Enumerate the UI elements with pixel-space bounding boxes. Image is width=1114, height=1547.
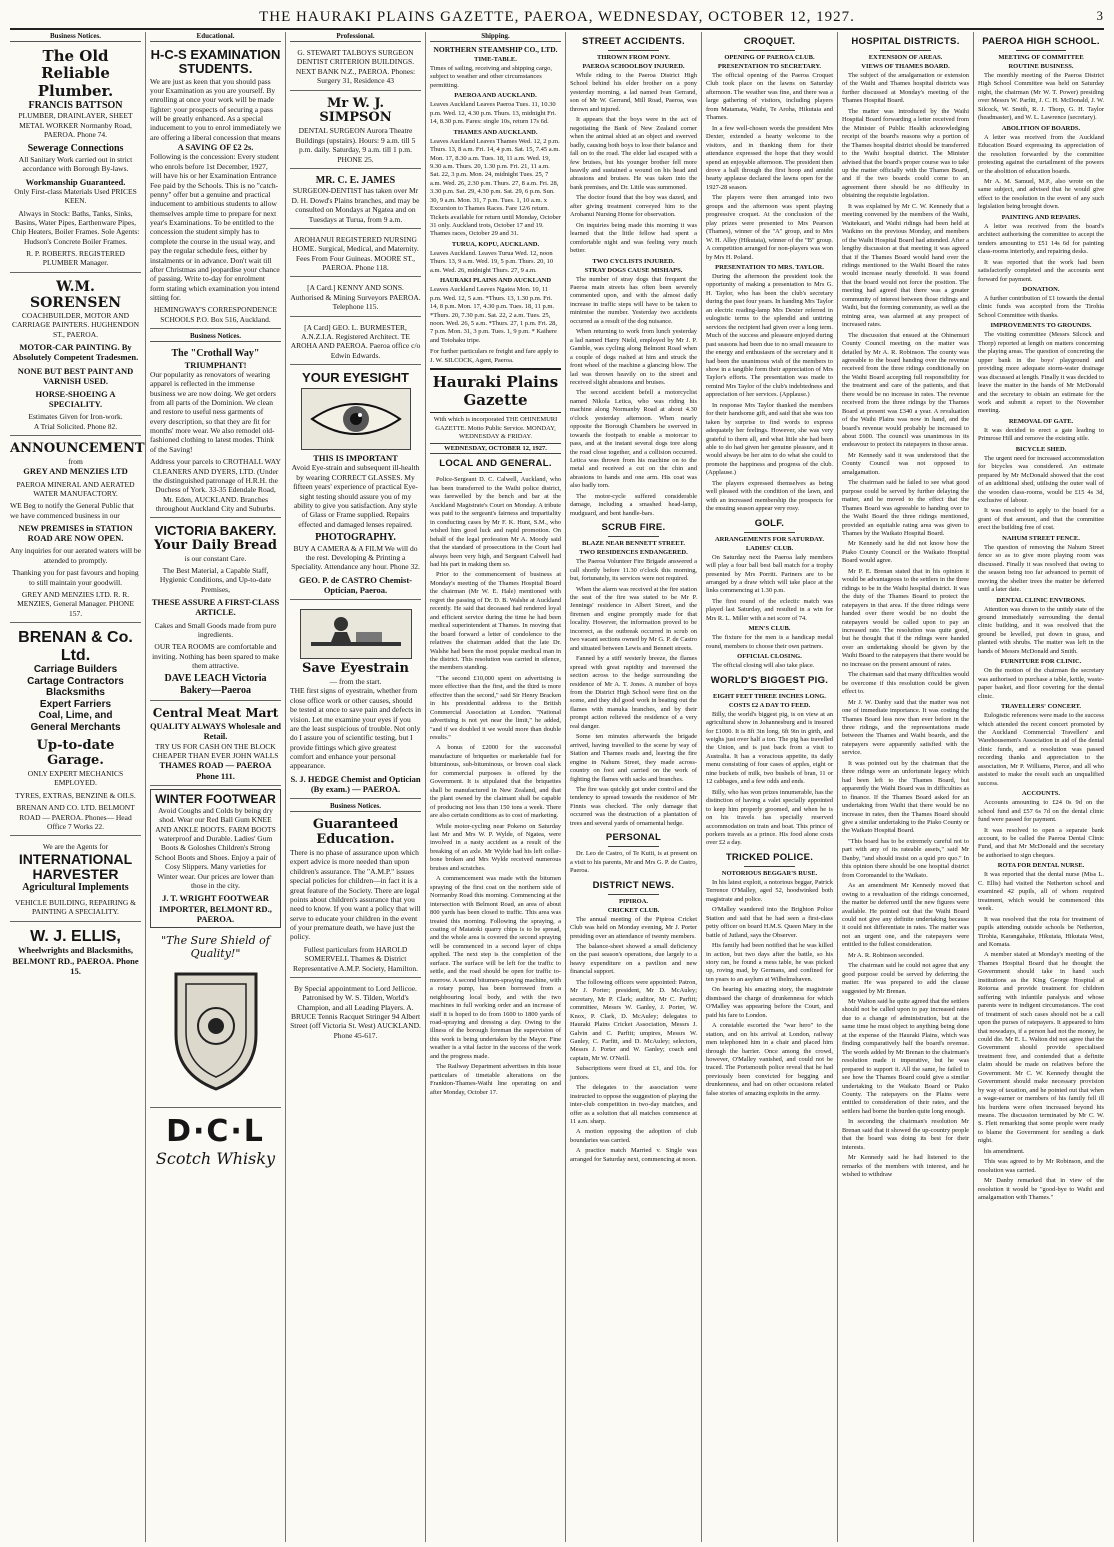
arrangements: ARRANGEMENTS FOR SATURDAY. <box>714 535 824 543</box>
paragraph: Attention was drawn to the untidy state of the ground immediately surrounding the dental clinic building, and it was resolved that the ground be levelled, put down in grass, and planted with shrubs. The matter was left in the hands of Messrs McDonald and Smith. <box>978 605 1104 655</box>
eyesight-important: THIS IS IMPORTANT <box>313 453 398 464</box>
paragraph: A practice match Married v. Single was arranged for Saturday next, commencing at noon. <box>570 1147 697 1163</box>
eyesight-ad <box>290 368 421 600</box>
talboys-card: G. STEWART TALBOYS SURGEON DENTIST CRITERION BUILDINGS. NEXT BANK N.Z., PAEROA. Phones: Surgery 31, Residence 43 <box>290 45 421 91</box>
thames-auckland: THAMES AND AUCKLAND. <box>453 128 538 136</box>
rule <box>744 532 795 533</box>
hcs-ad <box>150 45 281 329</box>
subhead: NAHUM STREET FENCE. <box>1002 534 1080 542</box>
costs-feed: COSTS £2 A DAY TO FEED. <box>728 701 811 709</box>
subhead: FURNITURE FOR CLINIC. <box>1000 658 1082 666</box>
paragraph: A commencement was made with the bitumen spraying of the first coat on the northern side of Normanby Road this morning. Commencing at the intersection with Belmont Road, an area of about 800 yards has been closed to traffic. This area was treated this morning. Following the spraying, a coating of Matatoki quarry chips is to be spread, and the whole area is covered the second spraying will be commenced in a second layer of chips applied. The next step is the completion of the surface. The surface will be left for the traffic to settle, and the road should be open for traffic to-morrow. A second bitumen-spraying machine, with a rotary pump, has been borrowed from a neighbouring local body, and with the two machines in full working order and an increase of staff it is hoped to do from 1600 to 1800 yards of road-spraying and dressing a day. Owing to the illness of the borough foreman the supervision of this work is being undertaken by the Mayor. Fine weather is a vital factor in the success of the work and the progress made. <box>430 875 561 1060</box>
rule <box>608 536 659 537</box>
scrub-fire-head: SCRUB FIRE. <box>601 522 666 534</box>
subhead: PAINTING AND REPAIRS. <box>1001 213 1081 221</box>
residences-endangered: TWO RESIDENCES ENDANGERED. <box>579 549 688 557</box>
column-8-news <box>974 32 1108 1542</box>
eight-feet: EIGHT FEET THREE INCHES LONG. <box>713 692 826 700</box>
paragraph: The chairman said he failed to see what good purpose could be served by further delaying the matter, and he moved to the effect that the Thames Board was agreeable to handing over to the Waihi Board the three ridings mentioned, provided an equitable rating area was given to Thames by the Waikato Hospital Board. <box>842 479 969 538</box>
nsc-title: NORTHERN STEAMSHIP CO., LTD. <box>433 45 558 54</box>
masthead <box>10 6 1104 30</box>
paragraph: A letter was received from the Auckland Education Board expressing its appreciation of the resolution forwarded by the committee protesting against the curtailment of the powers or the abolition of education boards. <box>978 133 1104 175</box>
paragraph: The Railway Department advertises in this issue particulars of timetable alterations on the Frankton-Thames-Waihi line operating on and after Monday, October 17. <box>430 1063 561 1096</box>
sorensen-line: COACHBUILDER, MOTOR AND CARRIAGE PAINTERS. HUGHENDON ST., PAEROA. <box>11 311 140 339</box>
paragraph: his amendment. <box>984 1147 1025 1155</box>
extension-areas: EXTENSION OF AREAS. <box>868 54 943 61</box>
meat-addr: THAMES ROAD — PAEROA Phone 111. <box>159 760 272 781</box>
further-particulars: For further particulars re freight and fare apply to J. W. SILCOCK, Agent, Paeroa. <box>430 348 559 364</box>
street-accidents-head: STREET ACCIDENTS. <box>582 36 685 47</box>
paragraph: Mr A. R. Robinson seconded. <box>848 951 924 959</box>
paragraph: The official opening of the Paeroa Croquet Club took place on the lawns on Saturday afternoon. The weather was fine, and there was a large gathering of visitors, including players from Matamata, Waihi, Te Aroha, Hikutaia and Thames. <box>706 72 833 122</box>
paragraph: Mr Kennedy said he had listened to the remarks of the members with interest, and he wished to withdraw <box>842 1154 969 1179</box>
subhead: ACCOUNTS. <box>1021 790 1061 798</box>
paragraph: The doctor found that the boy was dazed, and after giving treatment conveyed him to the Arohanui Nursing Home for observation. <box>570 194 697 219</box>
paragraph: The balance-sheet showed a small deficiency on the past season's operations, due largely to a heavy expenditure on a pavilion and new financial support. <box>570 942 697 976</box>
signature: GREY AND MENZIES LTD. R. R. MENZIES, General Manager. PHONE 157. <box>17 589 134 618</box>
sorensen-title: W.M. SORENSEN <box>30 278 121 311</box>
paragraph: Mr J. W. Danby said that the matter was not one of immediate importance. It was costing the Thames Board less now than ever before in the three ridings, and the representations made between the Thames and Waihi boards, and the ratepayers were apparently satisfied with the service. <box>842 698 969 757</box>
column-3-professional <box>286 32 426 1542</box>
paragraph: His family had been notified that he was killed in action, but two days after the battle, so his story ran, he found a mess table, he was picked up, roving mad, by Germans, and confined for ten years to an asylum at Wilhelmshaven. <box>706 942 833 983</box>
stray-dogs: STRAY DOGS CAUSE MISHAPS. <box>584 266 683 274</box>
paragraph: Dr. Leo de Castro, of Te Kuiti, is at present on a visit to his parents, Mr and Mrs G. P. de Castro, Paeroa. <box>570 850 697 875</box>
golf-head: GOLF. <box>754 517 785 529</box>
james-card <box>290 172 421 229</box>
paragraph: Prior to the commencement of business at Monday's meeting of the Thames Hospital Board the chairman (Mr W. E. Hale) mentioned with regret the passing of Dr. D. B. Walshe at Auckland recently. He said that deceased had rendered loyal and efficient service during the time he had been medical superintendent at Thames. In moving that the board forward a letter of condolence to the relatives the chairman added that the late Dr. Walshe had been the most popular medical man in the district. This resolution was carried in silence, the members standing. <box>430 571 561 672</box>
brenan-title: BRENAN & Co. Ltd. <box>18 629 133 664</box>
issue-date: WEDNESDAY, OCTOBER 12, 1927. <box>430 443 561 454</box>
paragraph: Accounts amounting to £24 0s 9d on the school fund and £57 6s 7d on the dental clinic fund were passed for payment. <box>978 799 1104 824</box>
harvester-pre: We are the Agents for <box>42 842 109 852</box>
horse-shoeing: HORSE-SHOEING A SPECIALITY. <box>35 388 116 410</box>
rule <box>744 50 795 51</box>
dcl-title: D·C·L <box>166 1113 265 1149</box>
paragraph: Mr P. E. Brenan stated that in his opinion it would be advantageous to the settlers in the three ridings to be in the Waihi hospital district. It was the duty of the Thames Board to protect the ratepayers in that area. If the three ridings were handed over there would be no doubt the ratepayers would be called upon to pay an increased rate. The resolution was quite good, but he thought that if the ridings were handed over an undertaking should be given by the Waihi Board to the ratepayers that there would be no increase on the present amount of rates. <box>842 567 969 668</box>
paragraph: Mr A. M. Samuel, M.P., also wrote on the same subject, and advised that he would give effect to the resolution in the event of any such legislation being brought down. <box>978 177 1104 211</box>
materials: Only First-class Materials Used PRICES KEEN. <box>14 186 137 206</box>
meat-try: TRY US FOR CASH ON THE BLOCK CHEAPER THAN EVER JOHN WALLS <box>152 741 279 760</box>
opening-club: OPENING OF PAEROA CLUB. <box>724 54 815 61</box>
crothall-title: The "Crothall Way" <box>171 348 260 360</box>
shield-icon <box>166 964 266 1094</box>
section-header-2: Business Notices. <box>150 332 281 342</box>
paragraph: Fanned by a stiff westerly breeze, the flames spread with great rapidity and traversed the section across to the hedge surrounding the residence of Mr A. T. Jones. A number of boys from the District High School were first on the scene, and they did good work in beating out the flames with manuka branches, and by their prompt action relieved the residence of a very real danger. <box>570 655 697 730</box>
high-school-head: PAEROA HIGH SCHOOL. <box>982 36 1100 47</box>
paragraph: While riding to the Paeroa District High School behind his elder brother on a pony yesterday morning, a lad named Ivan Gerrand, son of Mr W. Gerrand, Mill Road, Paeroa, was thrown and injured. <box>570 72 697 113</box>
motorcar-painting: MOTOR-CAR PAINTING. By Absolutely Competent Tradesmen. <box>12 342 139 363</box>
constant-care: is our constant Care. <box>184 553 247 563</box>
plumber-lines: PLUMBER, DRAINLAYER, SHEET METAL WORKER Normanby Road, PAEROA. Phone 74. <box>18 111 133 139</box>
meat-title: Central Meat Mart <box>152 706 279 721</box>
hedge-sign: S. J. HEDGE Chemist and Optician (By exam.) — PAEROA. <box>290 773 421 794</box>
official-closing: OFFICIAL CLOSING. <box>737 653 802 661</box>
column-2-ads <box>146 32 286 1542</box>
sewerage-line: All Sanitary Work carried out in strict accordance with Borough By-laws. <box>18 154 133 174</box>
tricked-police-head: TRICKED POLICE. <box>725 851 814 863</box>
save-body: THE first signs of eyestrain, whether from close office work or other causes, should be tested at once to save pain and defects in vision. Let me examine your eyes if you are the least suspicious of trouble. Not only do I assure you of scientific testing, but I provide fittings which give greatest comfort and enhance your personal appearance. <box>290 686 421 771</box>
paragraph: A motion opposing the adoption of club boundaries was carried. <box>570 1128 697 1144</box>
grey-menzies: GREY AND MENZIES LTD <box>23 466 128 477</box>
bruce-ad: By Special appointment to Lord Jellicoe. Patronised by W. S. Tilden, World's Champion, and all Leading Players. A. BRUCE Tennis Racquet Stringer 94 Albert Street (off Victoria St. West) AUCKLAND. Phone 45-617. <box>290 983 421 1040</box>
garage-mech: ONLY EXPERT MECHANICS EMPLOYED. <box>27 769 124 788</box>
section-header: Business Notices. <box>10 32 141 42</box>
subhead: DONATION. <box>1022 285 1060 293</box>
section-header: Professional. <box>290 32 421 42</box>
save-eyestrain-title: Save Eyestrain <box>302 661 409 677</box>
crothall-addr: Address your parcels to CROTHALL WAY CLEANERS AND DYERS, LTD. (Under the distinguished patronage of H.R.H. the Duchess of York. 33-35 Edendale Road, Mt. Eden, AUCKLAND. Branches throughout Auckland City and Suburbs. <box>150 457 281 514</box>
amp-title: Guaranteed Education. <box>312 817 399 848</box>
paragraph: Billy, who has won prizes innumerable, has the distinction of having a valet specially appointed to keep him properly groomed, and when he is on his travels has specially reserved accommodation on train and boat. This prince of porkers travels as a prince. His food alone costs over £2 a day. <box>706 788 833 847</box>
paragraph: This was agreed to by Mr Robinson, and the resolution was carried. <box>978 1158 1104 1174</box>
paragraph: The chairman said that many difficulties would be overcome if this resolution could be given effect to. <box>842 671 969 696</box>
column-4-shipping <box>426 32 566 1542</box>
paragraph: The question of removing the Nahum Street fence so as to give more playing room was discussed. Finally it was resolved that owing to the season being too far advanced to permit of moving the shelter trees the matter be deferred until a later date. <box>978 543 1104 594</box>
dcl-sub: Scotch Whisky <box>155 1148 276 1168</box>
pipiroa: PIPIROA. <box>618 897 649 905</box>
presentation-secretary: PRESENTATION TO SECRETARY. <box>717 63 822 70</box>
rule <box>744 866 795 867</box>
amp-full: Fullest particulars from HAROLD SOMERVELL Thames & District Representative A.M.P. Society, Hamilton. <box>293 944 418 973</box>
paragraph: The players expressed themselves as being well pleased with the condition of the lawn, and with an increased membership the prospects for the ensuing season appear very rosy. <box>706 479 833 513</box>
subhead: TRAVELLERS' CONCERT. <box>1000 703 1082 711</box>
hcs-sign: HEMINGWAY'S CORRESPONDENCE SCHOOLS P.O. Box 516, Auckland. <box>154 305 277 324</box>
paragraph: Mr Kennedy said he did not know how the Piako County Council or the Waikato Hospital Board would agree. <box>842 540 969 565</box>
inquiries: Any inquiries for our aerated waters will be attended to promptly. <box>10 546 141 565</box>
rule <box>744 689 795 690</box>
burmester-card: [A Card] GEO. L. BURMESTER, A.N.Z.I.A. Registered Architect. TE AROHA AND PAEROA. Paeroa office c/o Edwin Edwards. <box>290 320 421 366</box>
paragraph: A bonus of £2000 for the successful manufacture of briquettes or marketable fuel for bituminous, sub-bituminous, or brown coal slack for commercial purposes is offered by the Government. It is stipulated that the briquettes shall be manufactured in New Zealand, and that the plant owned by the claimant shall be capable of producing not less than 150 tons a week. There are also certain conditions as to cost of marketing. <box>430 744 561 820</box>
turua-kopu-body: Leaves Auckland. Leaves Turua Wed. 12, noon Thurs. 13, 9 a.m. Wed. 19, 5 p.m. Thurs. 20, 10 a.m. Wed. 26, midnight Thurs. 27, 9 a.m. <box>430 249 554 274</box>
paragraph: The fire was quickly got under control and the tendency to spread towards the residence of Mr Finnis was checked. The only damage that occurred was the destruction of a plantation of trees and several yards of ornamental hedge. <box>570 785 697 827</box>
ellis-lines: Wheelwrights and Blacksmiths, BELMONT RD., PAEROA. Phone 15. <box>12 945 139 976</box>
james-body: SURGEON-DENTIST has taken over Mr D. H. Dowd's Plains branches, and may be consulted on Mondays at Ngatea and on Tuesdays at Turua, from 9 a.m. <box>291 186 420 224</box>
eye-icon <box>308 395 404 443</box>
paragraph: It was reported that the dental nurse (Miss L. C. Ellis) had visited the Netherton school and examined 42 pupils, all of whom required treatment, which would be commenced this week. <box>978 871 1104 913</box>
paeroa-auckland-body: Leaves Auckland Leaves Paeroa Tues. 11, 10.30 p.m. Wed. 12, 4.30 p.m. Thurs. 13, midnight Fri. 14, 8.30 p.m. Fares: single 10s, return 17s 6d. <box>430 101 557 126</box>
brenan-line-0: Carriage Builders <box>33 664 118 676</box>
daily-bread: Your Daily Bread <box>154 537 277 553</box>
page-number: 3 <box>1096 8 1104 23</box>
district-news-head: DISTRICT NEWS. <box>592 879 675 891</box>
footwear-title: WINTER FOOTWEAR <box>155 791 276 806</box>
cricket-club: CRICKET CLUB. <box>607 906 660 914</box>
paragraph: A member stated at Monday's meeting of the Thames Hospital Board that he thought the Government should take in hand such institutions as the King George Hospital at Rotorua and provide treatment for children suffering with infantile paralysis and whose parents were in indigent circumstances. The cost of treatment of such cases should not be a call upon the purses of ratepayers. It appeared to him that nowadays, if a person had not the money, he could die. Mr E. L. Walton did not agree that the Government should provide specialised treatment free, and contended that a definite claim should be made on relatives before the Government. Mr C. W. Kennedy thought the Government should make necessary provision by way of taxation, and he pointed out that when a wage-earner or members of his family fell ill his burdens were often increased beyond his means. The discussion terminated by Mr C. W. S. Flett remarking that some people were ready to blame the Government for sending a dark night. <box>978 951 1104 1145</box>
paragraph: The second accident befell a motorcyclist named Nikola Letica, who was riding his machine along Normanby Road at about 4.30 o'clock yesterday afternoon. When nearly opposite the Borough Chambers he swerved in towards the footpath to enable a motorcar to pass, and at the instant several dogs tore along the road close together, and a collision occurred. Letica was thrown from his machine on to the metal and received a cut on the chin and abrasions to hands and one arm. His coat was also badly torn. <box>570 389 697 490</box>
paragraph: On the motion of the chairman the secretary was authorised to purchase a table, kettle, waste-paper basket, and floor covering for the dental clinic. <box>978 667 1104 700</box>
paragraph: Eulogistic references were made to the success which attended the recent concert promoted by the Auckland Commercial Travellers' and Warehousemen's Association in aid of the dental clinic funds, and a resolution was passed recording thanks and appreciation to the association, Mr P. Williams, Pierce, and all who assisted to make the result such an unqualified success. <box>978 712 1104 787</box>
paragraph: In response Mrs Taylor thanked the members for their handsome gift, and said that she was too taken by surprise to find words to express adequately her feelings. However, she was very grateful to them all, and what little she had been able to do had given her genuine pleasure, and it would always be her aim to do what she could to promote the happiness and progress of the club. (Applause.) <box>706 401 833 477</box>
hcs-title: H-C-S EXAMINATION STUDENTS. <box>150 47 281 77</box>
column-5-news <box>566 32 702 1542</box>
paragraph: In seconding the chairman's resolution Mr Brenan said that it showed the up-country people that the board was doing its best for their interests. <box>842 1118 969 1151</box>
meeting-committee: MEETING OF COMMITTEE <box>998 54 1084 61</box>
victoria-ad <box>150 521 281 701</box>
footwear-ad <box>150 789 281 928</box>
brenan-ad <box>10 626 141 836</box>
meat-quality: QUALITY ALWAYS Wholesale and Retail. <box>150 721 281 742</box>
notice: WE Beg to notify the General Public that we have commenced business in our <box>10 501 134 520</box>
subhead: ABOLITION OF BOARDS. <box>1001 124 1081 132</box>
paragraph: The monthly meeting of the Paeroa District High School Committee was held on Saturday night, the chairman (Mr W. T. Power) presiding over Messrs W. Parfitt, J. C. H. McDonald, J. W. Silcock, W. Smith, R. J. Thorp, G. H. Taylor (headmaster), and W. L. Lawrence (secretary). <box>978 72 1104 122</box>
thames-auckland-body: Leaves Auckland Leaves Thames Wed. 12, 2 p.m. Thurs. 13, 8 a.m. Fri. 14, 4 p.m. Sat. 15, 7.45 a.m. Mon. 17, 8.30 a.m. Tues. 18, 11 a.m. Wed. 19, 9.30 a.m. Thurs. 20, 1.30 p.m. Fri. 21, 11 a.m. Sat. 22, 3 p.m. Mon. 24, midnight Tues. 25, 7 a.m. Wed. 26, 2.30 p.m. Thurs. 27, 8 a.m. Fri. 28, 3.30 p.m. Sat. 29, 4.30 p.m. Sat. 29, 6 p.m. Sun. 30, 9 a.m. Mon. 31, 7 p.m. Tues. 1, 10 a.m. x Excursion to Thames Races. Fare 12/6 return. Tickets available for return until Monday, October 31 only. Auckland trots, October 17 and 19. Thames races, October 29 and 31. <box>430 137 561 238</box>
two-cyclists: TWO CYCLISTS INJURED. <box>592 257 675 265</box>
paeroa-auckland: PAEROA AND AUCKLAND. <box>454 92 537 100</box>
sorensen-ad <box>10 276 141 436</box>
views-thames: VIEWS OF THAMES BOARD. <box>861 63 950 70</box>
paragraph: It was resolved to apply to the board for a grant of that amount, and that the committee erect the building free of cost. <box>978 507 1104 532</box>
columns <box>6 32 1108 1542</box>
paragraph: The visiting committee (Messrs Silcock and Thorp) reported at length on matters concerning the playing areas. The question of concreting the upper bank in the boys' playground and providing more adequate storm-water drainage was discussed at length. Finally it was decided to leave the matter in the hands of Mr McDonald and the secretary to obtain an estimate for the work and submit a report to the November meeting. <box>978 331 1104 415</box>
trial: A Trial Solicited. Phone 82. <box>33 421 118 431</box>
subhead: DENTAL CLINIC ENVIRONS. <box>996 596 1086 604</box>
james-title: MR. C. E. JAMES <box>315 174 396 186</box>
garage-addr: BRENAN AND CO. LTD. BELMONT ROAD — PAEROA. Phones— Head Office 7 Works 22. <box>16 803 135 831</box>
ladies-club: LADIES' CLUB. <box>745 544 794 552</box>
paragraph: The following officers were appointed: Patron, Mr J. Porter; president, Mr D. McAuley; secretary, Mr P. Clark; auditor, Mr C. Parfitt; committee, Messrs W. Ganley, J. Porter, W. Knox, P. Clark, D. McAuley; delegates to Hauraki Plains Cricket Association, Messrs J. Galvin and C. Parfitt; umpires, Messrs W. Ganley, C. Parfitt, and D. McAuley; selectors, Messrs J. Porter and W. Ganley; coach and captain, Mr W. O'Neill. <box>570 978 697 1062</box>
reading-figure-icon <box>301 610 411 658</box>
paragraph: The Paeroa Volunteer Fire Brigade answered a call shortly before 11.30 o'clock this morning, but, fortunately, its services were not required. <box>570 558 697 583</box>
save-from: — from the start. <box>329 677 382 687</box>
shield-text: "The Sure Shield of Quality!" <box>161 933 270 960</box>
paragraph: It was pointed out by the chairman that the three ridings were an unfortunate legacy which had been left to the Thames Board, but apparently the Waihi Board was in difficulties as to finance. If the Thames Board asked for an undertaking from Waihi that there would be no increase in rates, then the Thames Board should give a similar undertaking to the Piako County or the Waikato Hospital Board. <box>842 759 969 835</box>
section-header: Educational. <box>150 32 281 42</box>
beggars-ruse: NOTORIOUS BEGGAR'S RUSE. <box>721 869 818 877</box>
manufactory: PAEROA MINERAL AND AERATED WATER MANUFACTORY. <box>16 479 135 498</box>
arohanui-card: AROHANUI REGISTERED NURSING HOME. Surgical, Medical, and Maternity. Fees From Four Guineas. MOORE ST., PAEROA. Phone 118. <box>290 232 421 278</box>
paragraph: The players were then arranged into two groups and the afternoon was spent playing progressive croquet. At the conclusion of the play prizes were presented to Mrs Pearson (Thames), winner of the "A" group, and to Mrs W. H. Alley (Hikutaia), winner of the "B" group. A competition arranged for non-players was won by Mrs H. Poland. <box>706 194 833 261</box>
paragraph: It was decided to erect a gate leading to Primrose Hill and remove the existing stile. <box>978 426 1104 443</box>
garage-title: Up-to-date Garage. <box>36 738 115 769</box>
masthead-title: THE HAURAKI PLAINS GAZETTE, PAEROA, WEDNESDAY, OCTOBER 12, 1927. <box>259 8 855 25</box>
section-header-2: Business Notices. <box>290 802 421 812</box>
mens-club: MEN'S CLUB. <box>748 625 791 633</box>
rule <box>469 472 521 473</box>
paragraph: The matter was introduced by the Waihi Hospital Board forwarding a letter received from the Minister of Public Health acknowledging receipt of the board's reasons why a portion of the Thames hospital district should be transferred to the Waihi hospital district. The Minister advised that the board's proper course was to take up the matter officially with the Thames Board, and if the two boards could come to an agreement there should be no difficulty in obtaining the requisite legislation. <box>842 107 969 200</box>
subhead: BICYCLE SHED. <box>1015 445 1067 453</box>
sewerage-title: Sewerage Connections <box>27 143 124 155</box>
hauraki-plains-body: Leaves Auckland Leaves Ngatea Mon. 10, 11 p.m. Wed. 12, 5 a.m. *Thurs. 13, 1.30 p.m. Fri. 14, 8 p.m. Mon. 17, 4.30 p.m. Tues. 18, 11 p.m. *Thurs. 20, 7.30 p.m. Sat. 22, 2 a.m. Tues. 25, noon. Wed. 26, 5 a.m. *Thurs. 27, 1 p.m. Fri. 28, 7 p.m. Mon. 31, 3 p.m. Tues. 1, 9 p.m. * Kaihere and Totohaku tripe. <box>430 286 558 344</box>
amp-body: There is no phase of assurance upon which expert advice is more needed than upon children's assurance. The "A.M.P." issues special policies for children—in fact it is a great feature of the Society. There are legal points about children's assurance that you need to know. If you want a policy that will serve to educate your children in the event of your premature death, we have just the policy. <box>290 848 421 942</box>
brenan-line-1: Cartage Contractors <box>27 675 124 687</box>
local-general-head: LOCAL AND GENERAL. <box>439 458 552 470</box>
paragraph: The motor-cycle suffered considerable damage, including a smashed head-lamp, mudguard, and bent handle-bars. <box>570 492 697 517</box>
paragraph: In a few well-chosen words the president Mrs Dexter, extended a hearty welcome to the visitors, and in thanking them for their attendance expressed the hope that they would spend an enjoyable afternoon. The president then drove a ball through the first hoop and amidst hearty applause declared the lawns open for the 1927-28 season. <box>706 124 833 191</box>
victoria-tea: OUR TEA ROOMS are comfortable and inviting. Nothing has been spared to make them attractive. <box>152 642 279 671</box>
paragraph: When returning to work from lunch yesterday a lad named Harry Nield, employed by Mr J. P. Gamble, was cycling along Belmont Road when a couple of dogs rushed at him and struck the front wheel of the machine a glancing blow. The lad was thrown heavily on to the street and received slight abrasions and bruises. <box>570 328 697 386</box>
paragraph: The chairman said he could not agree that any good purpose could be served by deferring the matter. He was prepared to add the clause suggested by Mr Brenan. <box>842 962 969 995</box>
paragraph: The number of stray dogs that frequent the Paeroa main streets has often been severely commented upon, and with the almost daily increase in traffic steps will have to be taken to minimise the number. Yesterday two accidents occurred as a result of the dog nuisance. <box>570 275 697 325</box>
presentation-taylor: PRESENTATION TO MRS. TAYLOR. <box>715 263 824 271</box>
brenan-line-3: Expert Farriers <box>39 698 112 710</box>
new-premises: NEW PREMISES in STATION ROAD ARE NOW OPEN. <box>18 523 133 544</box>
routine-business: ROUTINE BUSINESS. <box>1008 63 1074 70</box>
harvester-title: INTERNATIONAL HARVESTER <box>18 850 133 883</box>
paragraph: The official closing will also take place. <box>712 662 815 670</box>
stock: Always in Stock: Baths, Tanks, Sinks, Basins, Water Pipes, Earthenware Pipes, Chip Heaters, Boiler Frames. Sole Agents: Hudson's Concrete Boiler Frames. <box>11 208 140 246</box>
footwear-sign: J. T. WRIGHT FOOTWEAR IMPORTER, BELMONT RD., PAEROA. <box>159 893 272 924</box>
paragraph: The first round of the eclectic match was played last Saturday, and resulted in a win for Mrs R. L. Miller with a net score of 74. <box>706 597 833 622</box>
simpson-body: DENTAL SURGEON Aurora Theatre Buildings (upstairs). Hours: 9 a.m. till 5 p.m. daily. Saturday, 9 a.m. till 1 p.m. PHONE 25. <box>295 126 416 164</box>
paragraph: It was reported that the work had been satisfactorily completed and the accounts sent forward for payment. <box>978 258 1104 283</box>
plumber-ad <box>10 45 141 273</box>
gazette-sub: With which is incorporated THE OHINEMURI GAZETTE. Motto Public Service. MONDAY, WEDNESDAY & FRIDAY. <box>433 416 558 440</box>
announcement-from: from <box>68 456 83 466</box>
hedge-ad <box>290 603 421 799</box>
harvester-ad <box>10 839 141 921</box>
amp-ad <box>290 815 421 978</box>
rule <box>880 50 931 51</box>
camera: BUY A CAMERA & A FILM We will do the rest. Developing & Printing a Speciality. Attendance any hour. Phone 32. <box>291 543 420 572</box>
crothall-body: Our popularity as renovators of wearing apparel is reflected in the immense business we are now doing. We get orders from all parts of the Dominion. We clean and restore to useful ness garments of every description, so that they are fit for months' more wear. We also remodel old-fashioned clothing to latest modes. Think of the Saving! <box>150 369 276 454</box>
eyesight-sign: GEO. P. de CASTRO Chemist-Optician, Paeroa. <box>298 574 413 595</box>
paragraph: Police-Sergeant D. C. Calwell, Auckland, who has been transferred to the Waihi police district, was farewelled by the bench and bar at the Auckland Magistrate's Court on Monday. A tribute was paid to the sergeant's fairness and impartiality in conducting cases by Mr F. K. Hunt, S.M., who wished him good luck and rapid promotion. On behalf of the legal profession Mr A. Moody said that the standard of prosecutions in the Court had always been very high, and Sergeant Calwell had had his part in making them so. <box>430 476 561 568</box>
paragraph: As an amendment Mr Kennedy moved that owing to a revaluation of the ridings concerned, the matter be deferred until the new figures were available. He pointed out that the Waihi Board could not give any definite undertaking because it could not differentiate in rates. The matter was not an urgent one, and the ratepayers were entitled to the fullest consideration. <box>842 882 969 949</box>
paragraph: Some ten minutes afterwards the brigade arrived, having travelled to the scene by way of Station and Thames roads and, leaving the fire engine in Nahum Street, they made across-country on foot and carried on the work of fighting the flames with sacks and branches. <box>570 733 697 783</box>
paragraph: In his latest exploit, a notorious beggar, Patrick Terrence O'Malley, aged 52, hoodwinked both magistrate and police. <box>706 878 833 903</box>
victoria-body: The Best Material, a Capable Staff, Hygienic Conditions, and Up-to-date Premises, <box>159 566 272 594</box>
rule <box>1016 50 1066 51</box>
paragraph: Mr Kennedy said it was understood that the County Council was not opposed to amalgamation. <box>842 451 969 476</box>
section-header: Shipping. <box>430 32 561 42</box>
brenan-line-2: Blacksmiths <box>46 687 105 699</box>
croquet-head: CROQUET. <box>743 36 796 47</box>
paragraph: O'Malley wandered into the Brighton Police Station and said that he had seen a first-class petty officer on board H.M.S. Queen Mary in the battle of Jutland, says the Observer. <box>706 906 833 939</box>
plumber-title: The Old Reliable Plumber. <box>37 47 114 100</box>
eye-illustration <box>301 388 411 450</box>
workmanship: Workmanship Guaranteed. <box>25 176 126 187</box>
paragraph: It was explained by Mr C. W. Kennedy that a meeting convened by the members of the Waihi, Waitekauri, and Waihi ridings had been held at Waikino on the previous Monday, and members of the Waihi Hospital Board had attended. After a lengthy discussion at that meeting it was agreed that if the Thames Board would hand over the ridings mentioned to the Waihi Board the rates would increase nearly threefold. It was found that the board would not force the position. The meeting had agreed that there was a greater community of interest between those ridings and Waihi, but the forming community, as well as the mining area, was alarmed at any prospect of increased rates. <box>842 202 969 329</box>
paragraph: The urgent need for increased accommodation for bicycles was considered. An estimate prepared by Mr McDonald showed that the cost of an additional shed, utilising the outer wall of the wooden class-rooms, would be £15 4s 3d, exclusive of labour. <box>978 454 1104 505</box>
column-1-ads <box>6 32 146 1542</box>
plumber-manager: R. P. ROBERTS. REGISTERED PLUMBER Manager. <box>26 249 125 268</box>
blaze-bennett: BLAZE NEAR BENNETT STREET. <box>581 540 686 548</box>
rule <box>608 846 659 847</box>
kenny-card: [A Card.] KENNY AND SONS. Authorised & Mining Surveyors PAEROA. Telephone 115. <box>290 280 421 316</box>
ellis-title: W. J. ELLIS, <box>30 927 121 945</box>
paragraph: A letter was received from the board's architect authorising the committee to accept the tenders amounting to £51 14s 6d for painting class-rooms interiorly, and repairing desks. <box>978 222 1104 256</box>
paragraph: The fixture for the men is a handicap medal round, members to choose their own partners. <box>706 634 833 650</box>
paragraph: During the afternoon the president took the opportunity of making a presentation to Mrs G. H. Taylor, who has been the club's secretary during the past four years. In handing Mrs Taylor an electric reading-lamp Mrs Dexter referred in eulogistic terms to the splendid and untiring services the recipient had given over a long term. Much of the success and pleasure enjoyed during past seasons had been due to no small measure to the energy and enthusiasm of the secretary and it had been the unanimous wish of the members to show in a tangible form their appreciation of Mrs Taylor's efforts. The presentation was made to remind Mrs Taylor of the club's indebtedness and appreciation of her services. (Applause.) <box>706 272 833 399</box>
announcement-title: ANNOUNCEMENT <box>10 441 145 456</box>
hauraki-plains: HAURAKI PLAINS AND AUCKLAND <box>439 277 552 285</box>
crothall-ad <box>150 345 281 518</box>
hospital-districts-head: HOSPITAL DISTRICTS. <box>851 36 960 47</box>
timetable-body: Times of sailing, receiving and shipping cargo, subject to weather and other circumstances permitting. <box>430 65 553 89</box>
paragraph: The subject of the amalgamation or extension of the Waihi and Thames hospital districts was further discussed at Monday's meeting of the Thames Hospital Board. <box>842 72 969 105</box>
timetable: TIME-TABLE. <box>474 56 517 63</box>
paragraph: On Saturday next the Paeroa lady members will play a four ball best ball match for a trophy presented by Mrs Porritt. Partners are to be arranged by a draw which will take place at the links commencing at 1.30 p.m. <box>706 553 833 595</box>
photography: PHOTOGRAPHY. <box>315 532 396 544</box>
rule <box>608 894 659 895</box>
crothall-triumph: TRIUMPHANT! <box>184 359 247 370</box>
ellis-ad <box>10 925 141 980</box>
eyesight-title: YOUR EYESIGHT <box>302 370 409 385</box>
paragraph: It was resolved that the rota for treatment of pupils attending outside schools be Netherton, Tirohia, Karangahake, Hikutaia, Hikutaia West, and Komata. <box>978 915 1104 948</box>
paragraph: Mr Danby remarked that in view of the resolution it would be "good-bye to Waihi and amalgamation with Thames." <box>978 1177 1104 1202</box>
victoria-title: VICTORIA BAKERY. <box>154 523 277 539</box>
paragraph: Mr Walton said he quite agreed that the settlers should not be called upon to pay increased rates due to a change of administration, but at the same time he must object to anything being done at the expense of the Hauraki Plains, which was finding comparatively half the board's revenue. The words added by Mr Brenan to the chairman's resolution made it imperative, but he was prepared to support it. All the same, he failed to see how the Thames Board could give a similar undertaking to the Waikato Board or Piako County. The ratepayers on the Plains were entitled to consideration of their rates, and the settlers had borne the burden quite long enough. <box>842 998 969 1115</box>
paragraph: Subscriptions were fixed at £1, and 10s. for juniors. <box>570 1065 697 1081</box>
eyesight-body: Avoid Eye-strain and subsequent ill-health by wearing CORRECT GLASSES. My fifteen years' experience of practical Eye-sight testing should assure you of my ability to give you satisfaction. Any style of Glass or Frame supplied. Repairs effected and damaged lenses repaired. <box>291 463 420 529</box>
simpson-title: Mr W. J. SIMPSON <box>319 95 392 126</box>
paragraph: A constable escorted the "war hero" to the station, and on his arrival at London, railway men telephoned him in a chair and placed him through the barrier. Once among the crowd, however, O'Malley vanished, and could not be traced. The Portsmouth police reveal that he had previously been convicted for begging and drunkenness, and had on other occasions related false stories of amazing exploits in the army. <box>706 1022 833 1097</box>
victoria-cakes: Cakes and Small Goods made from pure ingredients. <box>154 620 277 639</box>
paragraph: On inquiries being made this morning it was learned that the little fellow had spent a comfortable night and was feeling very much better. <box>570 221 697 255</box>
paragraph: It was resolved to open a separate bank account, to be called the Paeroa Dental Clinic Fund, and that Mr McDonald and the secretary be authorised to sign cheques. <box>978 826 1104 859</box>
grey-menzies-ad <box>10 439 145 623</box>
garage-tyres: TYRES, EXTRAS, BENZINE & OILS. <box>15 790 136 800</box>
brenan-line-5: General Merchants <box>30 721 121 733</box>
meat-ad <box>150 704 281 785</box>
plumber-name: FRANCIS BATTSON <box>28 99 123 111</box>
gazette-nameplate: Hauraki Plains Gazette <box>430 368 561 413</box>
personal-head: PERSONAL <box>605 832 662 844</box>
victoria-assure: THESE ASSURE A FIRST-CLASS ARTICLE. <box>151 597 280 618</box>
paragraph: On hearing his amazing story, the magistrate dismissed the charge of drunkenness for which O'Malley was appearing before the Court, and paid his fare to London. <box>706 986 833 1019</box>
paragraph: A further contribution of £1 towards the dental clinic funds was accepted from the Tirohia School Committee with thanks. <box>978 294 1104 319</box>
paragraph: While motor-cycling near Pokeno on Saturday last Mr and Mrs W. P. Wylde, of Ngatea, were involved in a nasty accident as a result of the breaking of an axle. Mr Wylde had his left collar-bone broken and Mrs Wylde received numerous bruises and scratches. <box>430 822 561 872</box>
harvester-sub: Agricultural Implements <box>22 882 129 894</box>
paragraph: The discussion that ensued at the Ohinemuri County Council meeting on the matter was detailed by Mr A. R. Robinson. The county was agreeable to the board handing over the revenue received from the three ridings conditionally on the Waihi Board accepting full responsibility for the treatment and care of the patients, and that there would be no increase in rates. The revenue received from the three ridings by the Thames Board at present was £340 a year. A revaluation of the Waihi Plains was now in hand, and the board's revenue would probably be increased to about £600. The council was unanimous in its endeavour to protect its ratepayers in those areas. <box>842 331 969 449</box>
hcs-follow: Following is the concession: Every student who enrols before 1st December, 1927, will have his or her Examination Entrance Fee paid by the Schools. This is no "catch-penny" offer but a genuine and practical inducement to ambitious students to allow themselves ample time to prepare for next year's Examinations. To be entitled to the concession the student simply has to complete the course in the usual way, and pay the regular schedule fees, either by instalments or in advance. Don't wait till after Christmas and jeopardise your chance of passing. Write to-day for enrolment form stating which examination you intend sitting for. <box>150 152 280 303</box>
shield-ad <box>150 931 281 1108</box>
thanks: Thanking you for past favours and hoping to still maintain your goodwill. <box>12 568 139 587</box>
paragraph: It appears that the boys were in the act of negotiating the Bank of New Zealand corner when the animal shied at an object and swerved badly, causing both boys to lose their balance and fall on to the road. The elder lad escaped with a few bruises, but his younger brother fell more heavily and sustained a wound on his head and abrasions and bruises. He was taken into the bank premises, and Dr. Little was summoned. <box>570 116 697 191</box>
schoolboy-injured: PAEROA SCHOOLBOY INJURED. <box>582 63 685 70</box>
rule <box>608 50 659 51</box>
turua-kopu: TURUA, KOPU, AUCKLAND. <box>451 240 540 248</box>
victoria-sign: DAVE LEACH Victoria Bakery—Paeroa <box>164 673 267 696</box>
paragraph: Billy, the world's biggest pig, is on view at an agricultural show in Johannesburg and is insured for £1000. It is 8ft 3in long, 6ft 9in in girth, and weighs just over half a ton. The pig has travelled the Union, and is just back from a visit to Australia. It has a voracious appetite, its daily menu consisting of four cases of apples, eight or nine buckets of milk, two bushels of bran, 11 or 12 cabbages, and a few odds and ends. <box>706 710 833 786</box>
subhead: ROTA FOR DENTAL NURSE. <box>997 862 1085 870</box>
thrown-pony: THROWN FROM PONY. <box>597 54 670 61</box>
dcl-ad <box>150 1111 281 1172</box>
estimates: Estimates Given for Iron-work. <box>28 412 123 422</box>
subhead: IMPROVEMENTS TO GROUNDS. <box>990 322 1092 330</box>
paragraph: The delegates to the association were instructed to oppose the suggestion of playing the inter-club competition in two-day matches, and offer as a solution that all matches commence at 11 a.m. sharp. <box>570 1084 697 1126</box>
hcs-body: We are just as keen that you should pass your Examination as you are yourself. By enrolling at once your work will be made lighter: your prospects of securing a pass will be greatly enhanced. As a special inducement to you to enrol immediately we are offering a liberal concession that means <box>150 76 281 142</box>
brenan-line-4: Coal, Lime, and <box>38 710 113 722</box>
paragraph: "This board has to be extremely careful not to part with any of its rateable assets," said Mr Danby, "and should insist on a quid pro quo." In this opinion there should be one hospital district from Coromandel to the Waikato. <box>842 837 969 879</box>
biggest-pig-head: WORLD'S BIGGEST PIG. <box>710 674 829 686</box>
paragraph: "The second £10,000 spent on advertising is more effective than the first, and the third is more effective than the second," said Sir Henry Bracken in his presidential address to the British Commercial Association at London. "National advertising is not yet near the limit," he added, "and if we doubled it we would more than double results." <box>430 674 561 742</box>
subhead: REMOVAL OF GATE. <box>1008 417 1074 425</box>
footwear-body: Avoid Coughs and Colds by being dry shod. Wear our Red Ball Gum KNEE AND ANKLE BOOTS. FARM BOOTS waterproof and Durable. Ladies' Gum Boots & Goloshes Children's Strong School Boots and Shoes. Enjoy a pair of Cosy Slippers. Many varieties for Winter wear. Our prices are lower than those in the city. <box>154 805 277 890</box>
paragraph: The annual meeting of the Pipiroa Cricket Club was held on Monday evening, Mr J. Porter presiding over an attendance of twenty members. <box>570 915 697 940</box>
paragraph: When the alarm was received at the fire station the seat of the fire was stated to be Mr P. Jennings' residence in Albert Street, and the firemen and engine promptly made for that locality. However, the information proved to be incorrect, as the outbreak occurred in scrub on two vacant sections owned by Mr G. P. de Castro and situated between Lewis and Bennett streets. <box>570 585 697 652</box>
column-7-news <box>838 32 974 1542</box>
hcs-saving: A SAVING OF £2 2s. <box>177 142 254 153</box>
vehicle-building: VEHICLE BUILDING, REPAIRING & PAINTING A SPECIALITY. <box>15 897 136 917</box>
column-6-news <box>702 32 838 1542</box>
best-paint: NONE BUT BEST PAINT AND VARNISH USED. <box>17 365 134 386</box>
simpson-card <box>290 94 421 169</box>
office-illustration <box>300 609 412 659</box>
